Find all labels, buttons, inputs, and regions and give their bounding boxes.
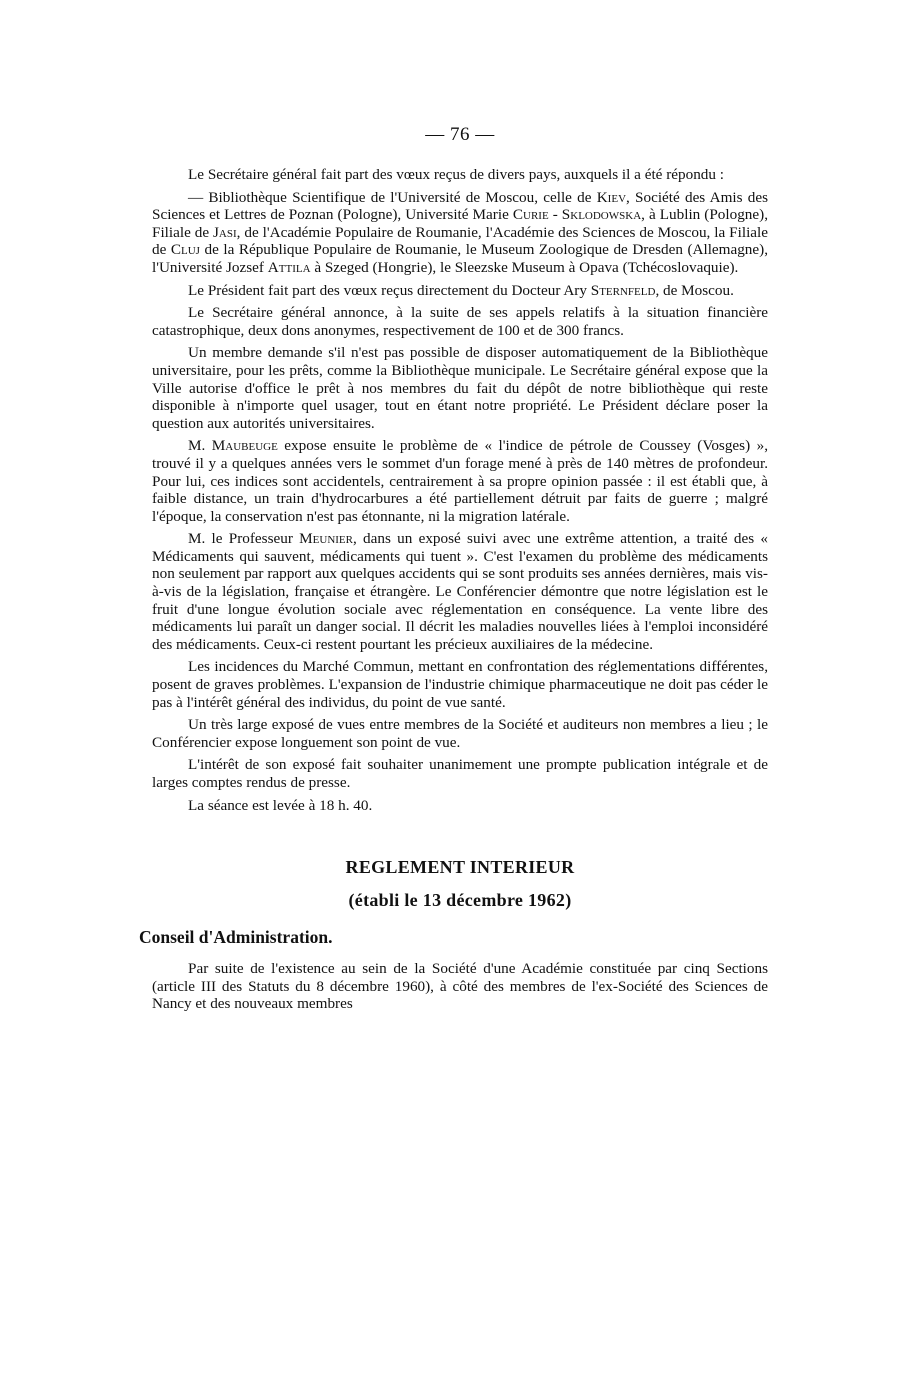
text-segment: M.	[188, 437, 212, 455]
section-heading-conseil: Conseil d'Administration.	[139, 927, 333, 948]
paragraph-academie-sections: Par suite de l'existence au sein de la Société d'une Académie constituée par cinq Sections (article III des Statuts du 8 décembre 1960), à côté des membres de l'ex-Société des Sciences de Nancy et des nouveaux membres	[152, 960, 768, 1013]
paragraph-meunier	[152, 530, 768, 653]
paragraph-marche-commun: Les incidences du Marché Commun, mettant en confrontation des réglementations différentes, posent de graves problèmes. L'expansion de l'industrie chimique pharmaceutique ne doit pas céder le pas à l'intérêt général des individus, du point de vue santé.	[152, 658, 768, 711]
paragraph-maubeuge	[152, 437, 768, 525]
paragraph-expose-vues: Un très large exposé de vues entre membres de la Société et auditeurs non membres a lieu ; le Conférencier expose longuement son point de vue.	[152, 716, 768, 751]
paragraph-seance-levee: La séance est levée à 18 h. 40.	[188, 796, 373, 814]
name-maubeuge: Maubeuge	[211, 437, 278, 455]
name-meunier: Meunier	[299, 530, 353, 548]
paragraph-president-voeux	[152, 282, 768, 300]
text-segment: , de Moscou.	[655, 281, 734, 299]
text-segment: , dans un exposé suivi avec une extrême attention, a traité des « Médicaments qui sauvent, médicaments qui tuent ». C'est l'examen du problème des médicaments non seulement par rapport aux quelques accidents qui se sont produits ses années dernières, mais vis-à-vis de la législation, française et étrangère. Le Conférencier démontre que notre législation est le fruit d'une longue évolution sociale avec réglementation en conséquence. La vente libre des médicaments lui paraît un danger social. Il décrit les maladies nouvelles liées à l'emploi inconsidéré des médicaments. Ceux-ci restent pourtant les précieux auxiliaires de la médecine.	[152, 530, 769, 653]
text-segment: , de l'Académie Populaire de Roumanie, l'Académie des Sciences de Moscou, la Filiale de	[152, 223, 768, 259]
paragraph-dons-anonymes: Le Secrétaire général annonce, à la suite de ses appels relatifs à la situation financière catastrophique, deux dons anonymes, respectivement de 100 et de 300 francs.	[152, 304, 768, 339]
paragraph-liste-institutions	[152, 189, 768, 277]
text-segment: Le Président fait part des vœux reçus directement du Docteur Ary	[188, 281, 591, 299]
name-jasi: Jasi	[213, 223, 237, 241]
text-segment: expose ensuite le problème de « l'indice de pétrole de Coussey (Vosges) », trouvé il y a quelques années vers le sommet d'un forage mené à près de 140 mètres de profondeur. Pour lui, ces indices sont accidentels, centrairement à sa propre opinion passée : il est établi que, à faible distance, un train d'hydrocarbures a été partiellement détruit par faits de guerre ; malgré l'époque, la conservation n'est pas étonnante, ni la migration latérale.	[152, 437, 768, 525]
document-page	[139, 124, 769, 1018]
page-number: — 76 —	[425, 124, 495, 145]
text-segment: , à Lublin (Pologne), Filiale de	[152, 206, 768, 241]
text-segment: de la République Populaire de Roumanie, le Museum Zoologique de Dresden (Allemagne), l'Université Jozsef	[152, 241, 768, 276]
name-kiev: Kiev	[596, 188, 627, 206]
text-segment: M. le Professeur	[188, 530, 300, 548]
name-cluj: Cluj	[170, 241, 200, 259]
text-segment: — Bibliothèque Scientifique de l'Université de Moscou, celle de	[188, 188, 597, 206]
paragraph-bibliotheque: Un membre demande s'il n'est pas possible de disposer automatiquement de la Bibliothèque universitaire, pour les prêts, comme la Bibliothèque municipale. Le Secrétaire général expose que la Ville autorise d'office le prêt à nos membres du fait du dépôt de notre bibliothèque qui reste disponible à n'importe quel usager, tout en étant notre propriété. Le Président déclare poser la question aux autorités universitaires.	[152, 344, 768, 432]
name-sternfeld: Sternfeld	[590, 281, 656, 299]
paragraph-voeux-recus: Le Secrétaire général fait part des vœux reçus de divers pays, auxquels il a été répondu :	[188, 166, 724, 183]
reglement-subtitle: (établi le 13 décembre 1962)	[348, 890, 572, 911]
paragraph-publication: L'intérêt de son exposé fait souhaiter unanimement une prompte publication intégrale et de larges comptes rendus de presse.	[152, 756, 768, 791]
text-segment: , Société des Amis des Sciences et Lettres de Poznan (Pologne), Université Marie	[152, 188, 768, 224]
name-attila: Attila	[267, 258, 311, 276]
text-segment: à Szeged (Hongrie), le Sleezske Museum à Opava (Tchécoslovaquie).	[310, 258, 739, 276]
name-curie-sklodowska: Curie - Sklodowska	[512, 206, 642, 224]
reglement-title: REGLEMENT INTERIEUR	[345, 857, 575, 878]
